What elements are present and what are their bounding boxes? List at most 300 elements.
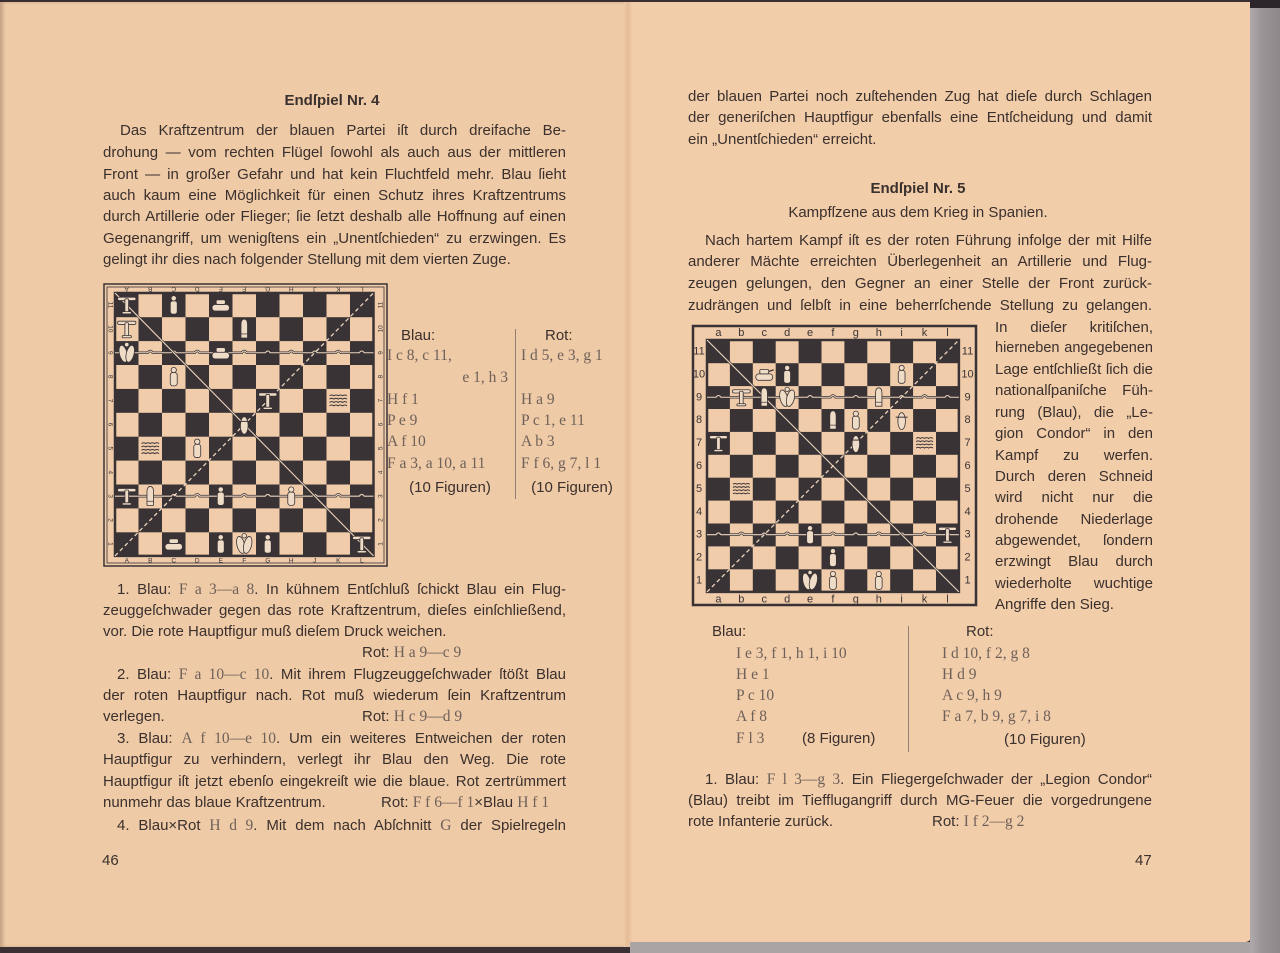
board-square — [730, 455, 753, 478]
plane-fuselage — [266, 394, 270, 408]
rank-label-left: 10 — [106, 325, 114, 333]
rank-label-left: 6 — [695, 459, 703, 472]
rot-reply — [932, 811, 1024, 832]
rank-label-left: 7 — [106, 398, 114, 403]
infantry-body — [264, 540, 271, 553]
board-square — [209, 365, 233, 389]
water-background — [731, 479, 751, 499]
board-square — [256, 317, 280, 341]
file-label-bottom: e — [806, 593, 814, 606]
plane-tail — [357, 551, 366, 553]
board-square — [822, 477, 845, 500]
infantry-head — [785, 365, 790, 370]
plane-tail — [943, 541, 952, 543]
infantry-head — [289, 487, 294, 492]
rank-label-left: 6 — [106, 422, 114, 427]
endgame-4-title: Endſpiel Nr. 4 — [284, 91, 380, 109]
board-square — [867, 340, 890, 363]
move-notation: F l 3—g 3 — [766, 770, 841, 788]
file-label-top: h — [875, 327, 882, 339]
board-square — [776, 340, 799, 363]
side-text-line: In dieſer kritiſchen, — [995, 318, 1153, 336]
chess-board-endgame-5 — [690, 322, 986, 609]
board-square — [844, 500, 867, 523]
infantry-icon — [170, 367, 177, 385]
board-square — [350, 436, 374, 460]
endgame-5-subtitle: Kampfſzene aus dem Krieg in Spanien. — [788, 203, 1048, 221]
text-line: durch Artillerie oder Flieger; ſie ſetzt deshalb alle Hoffnung auf einen — [103, 207, 566, 225]
tank-turret — [169, 539, 178, 544]
file-label-top: C — [171, 285, 177, 292]
file-label-top: g — [852, 327, 859, 339]
board-square — [115, 413, 139, 437]
board-square — [327, 365, 351, 389]
board-square — [913, 409, 936, 432]
reply-notation: F f 6—f 1 — [412, 793, 475, 811]
rot-reply — [362, 642, 461, 663]
board-square — [327, 436, 351, 460]
board-square — [753, 340, 776, 363]
board-square — [822, 500, 845, 523]
side-text-line: rung (Blau), die „Le- — [995, 403, 1153, 421]
page-number-left: 46 — [102, 851, 119, 869]
board-square — [303, 365, 327, 389]
move-label: 3. Blau: — [117, 729, 182, 747]
plane-tail — [263, 407, 272, 409]
file-label-bottom: i — [900, 593, 903, 606]
reply-label: Rot: — [932, 812, 964, 830]
rank-label-right: 4 — [964, 505, 971, 518]
tank-turret — [216, 300, 225, 305]
board-square — [162, 436, 186, 460]
move-text: der Spielregeln — [451, 816, 566, 834]
board-square — [280, 413, 304, 437]
move-line: der roten Hauptfigur nach. Rot muß wiederum ſein Kraftzentrum — [103, 686, 566, 704]
rot-tank-positions: P c 1, e 11 — [521, 411, 585, 429]
text-line: der blauen Partei noch zuſtehenden Zug hat dieſe durch Schlagen — [688, 87, 1152, 105]
blau-main-figure-position: H e 1 — [736, 665, 770, 683]
move-text: . In kühnem Entſchluß ſchickt Blau ein Flug- — [254, 580, 566, 598]
infantry-icon — [264, 535, 271, 553]
rank-label-right: 9 — [964, 391, 971, 404]
rank-label-left: 4 — [695, 505, 703, 518]
rank-label-right: 3 — [377, 494, 385, 498]
reply-notation: H f 1 — [517, 793, 550, 811]
file-label-bottom: J — [313, 557, 317, 565]
table-divider — [515, 329, 516, 499]
blau-tank-positions: P e 9 — [387, 411, 418, 429]
board-square — [350, 365, 374, 389]
book-cover-corner — [1250, 0, 1280, 8]
file-label-top: f — [831, 327, 835, 339]
side-text-line: Angriffe den Sieg. — [995, 595, 1114, 613]
text-line: Das Kraftzentrum der blauen Partei iſt durch dreifache Be- — [120, 121, 566, 139]
reply-notation: I f 2—g 2 — [963, 812, 1025, 830]
board-square — [139, 389, 163, 413]
board-square — [890, 500, 913, 523]
move-line — [117, 728, 566, 749]
board-square — [139, 293, 163, 317]
plane-tail — [122, 335, 131, 337]
side-text-line: Kampf zu werfen. — [995, 446, 1153, 464]
book-edge-bottom — [630, 942, 1252, 953]
plane-fuselage — [946, 529, 950, 543]
shell-body — [830, 411, 836, 429]
blau-artillery-positions: A f 8 — [736, 707, 767, 725]
board-square — [186, 317, 210, 341]
rank-label-left: 9 — [695, 391, 703, 404]
file-label-top: J — [313, 285, 317, 292]
board-square — [753, 409, 776, 432]
move-line — [117, 579, 566, 600]
board-square — [327, 413, 351, 437]
blau-tank-positions: P c 10 — [736, 686, 775, 704]
board-square — [115, 508, 139, 532]
board-square — [936, 455, 959, 478]
file-label-top: F — [242, 285, 247, 292]
side-text-line: hierneben angegebenen — [995, 339, 1153, 356]
board-square — [139, 413, 163, 437]
board-square — [139, 532, 163, 556]
board-square — [890, 455, 913, 478]
board-square — [890, 340, 913, 363]
board-square — [776, 455, 799, 478]
rank-label-left: 8 — [695, 414, 703, 427]
tank-turret — [760, 369, 769, 373]
board-square — [753, 569, 776, 592]
file-label-top: K — [336, 285, 341, 292]
board-square — [280, 532, 304, 556]
infantry-body — [830, 576, 837, 589]
shell-body — [241, 319, 248, 338]
file-label-bottom: d — [784, 593, 791, 606]
book-gutter — [624, 2, 633, 947]
board-square — [936, 363, 959, 386]
file-label-bottom: L — [359, 557, 364, 565]
infantry-body — [194, 444, 201, 457]
blau-infantry-positions-cont: e 1, h 3 — [462, 368, 508, 386]
rank-label-left: 1 — [695, 574, 703, 587]
board-square — [303, 389, 327, 413]
board-square — [280, 436, 304, 460]
file-label-top: A — [124, 285, 129, 292]
board-square — [730, 569, 753, 592]
board-square — [186, 293, 210, 317]
board-square — [844, 546, 867, 569]
board-square — [844, 455, 867, 478]
file-label-bottom: c — [761, 593, 767, 606]
text-line: drohung — vom rechten Flügel ſowohl als auch aus der mittleren — [103, 143, 566, 161]
board-square — [707, 500, 730, 523]
infantry-head — [265, 535, 270, 540]
plane-fuselage — [740, 391, 744, 405]
move-notation: H d 9 — [209, 816, 254, 834]
infantry-icon — [217, 487, 224, 505]
board-square — [162, 460, 186, 484]
infantry-icon — [217, 535, 224, 553]
rank-label-left: 7 — [695, 437, 703, 450]
file-label-top: L — [359, 285, 364, 292]
text-line: ein „Unentſchieden“ erreicht. — [688, 130, 877, 148]
water-background — [140, 438, 161, 459]
board-square — [256, 293, 280, 317]
rank-label-right: 4 — [377, 470, 385, 475]
move-text: . Um ein weiteres Entweichen der roten — [276, 729, 566, 747]
chess-board-endgame-4 — [103, 283, 389, 568]
board-square — [139, 365, 163, 389]
section-letter: G — [440, 816, 452, 834]
plane-tail — [737, 404, 746, 406]
infantry-head — [171, 296, 176, 301]
board-square — [303, 436, 327, 460]
infantry-icon — [898, 365, 905, 383]
board-square — [233, 365, 257, 389]
book-cover-edge — [1250, 6, 1280, 953]
blau-infantry-positions: I c 8, c 11, — [387, 346, 452, 364]
plane-tail — [714, 450, 723, 452]
file-label-top: G — [265, 285, 271, 292]
move-line: vor. Die rote Hauptfigur muß dieſem Druck weichen. — [103, 622, 447, 640]
file-label-top: a — [715, 327, 722, 339]
board-square — [303, 532, 327, 556]
board-square — [162, 508, 186, 532]
blau-main-figure-position: H f 1 — [387, 390, 419, 408]
file-label-bottom: h — [875, 593, 882, 606]
board-square — [162, 413, 186, 437]
eagle-head — [125, 342, 129, 346]
move-notation: F a 3—a 8 — [178, 580, 255, 598]
board-square — [776, 569, 799, 592]
rot-piece-count: (10 Figuren) — [1004, 730, 1086, 748]
rot-reply — [362, 706, 462, 727]
board-square — [280, 317, 304, 341]
shell-body — [876, 388, 882, 406]
board-square — [327, 532, 351, 556]
blau-flier-positions: F a 3, a 10, a 11 — [387, 454, 486, 472]
water-obstacle-icon — [915, 433, 935, 453]
board-square — [707, 363, 730, 386]
board-square — [303, 460, 327, 484]
file-label-top: e — [806, 327, 814, 339]
board-square — [233, 293, 257, 317]
board-square — [890, 546, 913, 569]
board-square — [753, 546, 776, 569]
infantry-icon — [830, 548, 837, 566]
board-square — [822, 432, 845, 455]
rank-label-left: 3 — [695, 528, 703, 541]
file-label-bottom: B — [148, 557, 153, 565]
infantry-body — [217, 540, 224, 553]
page-number-right: 47 — [1135, 851, 1152, 869]
infantry-head — [830, 571, 835, 576]
infantry-head — [218, 535, 223, 540]
board-square — [327, 460, 351, 484]
infantry-body — [170, 301, 177, 314]
rank-label-right: 11 — [961, 345, 974, 358]
board-square — [233, 460, 257, 484]
board-square — [162, 389, 186, 413]
board-square — [350, 413, 374, 437]
file-label-bottom: E — [218, 557, 223, 565]
infantry-body — [830, 554, 837, 567]
board-square — [209, 508, 233, 532]
file-label-top: b — [738, 327, 745, 339]
board-square — [233, 508, 257, 532]
file-label-bottom: f — [831, 593, 835, 606]
board-square — [913, 569, 936, 592]
file-label-top: B — [148, 285, 153, 292]
file-label-top: k — [921, 327, 928, 339]
move-text: . Mit ihrem Flugzeuggeſchwader ſtößt Blau — [269, 665, 566, 683]
board-square — [844, 363, 867, 386]
board-square — [186, 532, 210, 556]
board-square — [913, 500, 936, 523]
board-square — [730, 340, 753, 363]
rot-reply — [381, 792, 549, 813]
board-square — [115, 389, 139, 413]
board-square — [799, 409, 822, 432]
move-line: nunmehr das blaue Kraftzentrum. — [103, 793, 326, 811]
side-text-line: nationalſpaniſche Füh- — [995, 381, 1153, 399]
board-square — [115, 365, 139, 389]
rank-label-right: 8 — [964, 414, 971, 427]
file-label-bottom: g — [852, 593, 859, 606]
infantry-head — [876, 571, 881, 576]
reply-capture: ×Blau — [474, 793, 518, 811]
board-square — [936, 546, 959, 569]
board-square — [776, 477, 799, 500]
rank-label-left: 8 — [106, 374, 114, 379]
rank-label-right: 6 — [377, 422, 385, 427]
move-notation: A f 10—e 10 — [181, 729, 277, 747]
move-line: rote Infanterie zurück. — [688, 812, 834, 830]
rot-piece-count: (10 Figuren) — [531, 478, 613, 496]
move-line: (Blau) treibt im Tiefflugangriff durch MG-Feuer die vorgedrungene — [688, 791, 1152, 809]
plane-fuselage — [125, 490, 129, 504]
move-label: 1. Blau: — [117, 580, 179, 598]
board-square — [139, 460, 163, 484]
side-text-line: Durch deren Schneid — [995, 467, 1153, 485]
plane-front-body — [240, 417, 248, 434]
board-square — [707, 409, 730, 432]
side-text-line: drohende Niederlage — [995, 510, 1153, 528]
infantry-icon — [807, 526, 814, 544]
endgame-5-title: Endſpiel Nr. 5 — [870, 179, 966, 197]
file-label-bottom: k — [921, 593, 928, 606]
rank-label-right: 11 — [377, 301, 385, 309]
plane-tail — [122, 503, 131, 505]
board-square — [936, 409, 959, 432]
infantry-head — [807, 526, 812, 531]
artillery-shell-icon — [830, 411, 836, 429]
file-label-bottom: D — [194, 557, 200, 565]
file-label-bottom: A — [124, 557, 129, 565]
text-line: Nach hartem Kampf iſt es der roten Führung infolge der mit Hilfe — [705, 231, 1152, 249]
rot-artillery-positions: A b 3 — [521, 432, 555, 450]
infantry-body — [898, 370, 905, 383]
blau-header: Blau: — [401, 326, 436, 344]
shell-body — [147, 486, 154, 505]
blau-header: Blau: — [712, 622, 747, 640]
board-square — [799, 455, 822, 478]
side-text-line: abgewendet, ſondern — [995, 531, 1153, 549]
board-square — [707, 546, 730, 569]
board-square — [327, 293, 351, 317]
eagle-head — [242, 534, 246, 538]
water-background — [328, 390, 349, 411]
move-line — [117, 815, 566, 836]
file-label-top: D — [194, 285, 200, 292]
board-square — [822, 340, 845, 363]
move-line: Hauptfigur zu verhindern, verlegt ihr Blau den Weg. Die rote — [103, 750, 566, 768]
text-line: der generiſchen Hauptfigur ebenfalls eine Entſcheidung und damit — [688, 108, 1152, 126]
board-square — [707, 455, 730, 478]
rank-label-left: 1 — [106, 542, 114, 546]
plane-fuselage — [717, 437, 721, 451]
rank-label-left: 2 — [106, 518, 114, 522]
infantry-body — [784, 370, 791, 383]
board-square — [799, 546, 822, 569]
eagle-head — [785, 387, 789, 391]
infantry-head — [899, 365, 904, 370]
file-label-bottom: F — [242, 557, 247, 565]
board-square — [753, 500, 776, 523]
eagle-head — [808, 570, 812, 574]
tank-body — [212, 352, 229, 359]
text-line: anderer Mächte erreichten Überlegenheit an Artillerie und Flug- — [688, 252, 1152, 270]
board-square — [936, 477, 959, 500]
board-square — [115, 460, 139, 484]
move-label: 1. Blau: — [705, 770, 767, 788]
reply-notation: H a 9—c 9 — [393, 643, 462, 661]
board-square — [209, 317, 233, 341]
file-label-top: E — [218, 285, 223, 292]
tank-body — [756, 374, 773, 380]
board-square — [799, 363, 822, 386]
board-square — [233, 436, 257, 460]
board-square — [776, 432, 799, 455]
rank-label-left: 5 — [106, 446, 114, 451]
board-square — [867, 477, 890, 500]
rot-artillery-positions: A c 9, h 9 — [942, 686, 1002, 704]
blau-piece-count: (10 Figuren) — [409, 478, 491, 496]
board-square — [844, 569, 867, 592]
board-square — [707, 477, 730, 500]
move-text: . Mit dem nach Abſchnitt — [253, 816, 441, 834]
rank-label-left: 11 — [106, 301, 114, 309]
water-obstacle-icon — [328, 390, 349, 411]
board-square — [936, 432, 959, 455]
board-square — [303, 413, 327, 437]
infantry-body — [852, 416, 859, 429]
blau-flier-positions: F l 3 — [736, 729, 765, 747]
water-obstacle-icon — [731, 479, 751, 499]
board-square — [256, 413, 280, 437]
board-square — [162, 317, 186, 341]
file-label-top: H — [288, 285, 294, 292]
board-square — [753, 477, 776, 500]
side-text-line: erzwingt Blau durch — [995, 552, 1153, 570]
move-text: . Ein Fliegergeſchwader der „Legion Condor“ — [840, 770, 1152, 788]
move-line: Hauptfigur iſt jetzt ebenſo eingekreiſt wie die blaue. Rot zertrümmert — [103, 772, 566, 790]
board-square — [233, 389, 257, 413]
rank-label-left: 10 — [692, 368, 706, 381]
file-label-bottom: H — [288, 557, 294, 565]
board-square — [913, 340, 936, 363]
rank-label-right: 5 — [377, 446, 385, 451]
board-square — [350, 460, 374, 484]
reply-label: Rot: — [362, 643, 394, 661]
